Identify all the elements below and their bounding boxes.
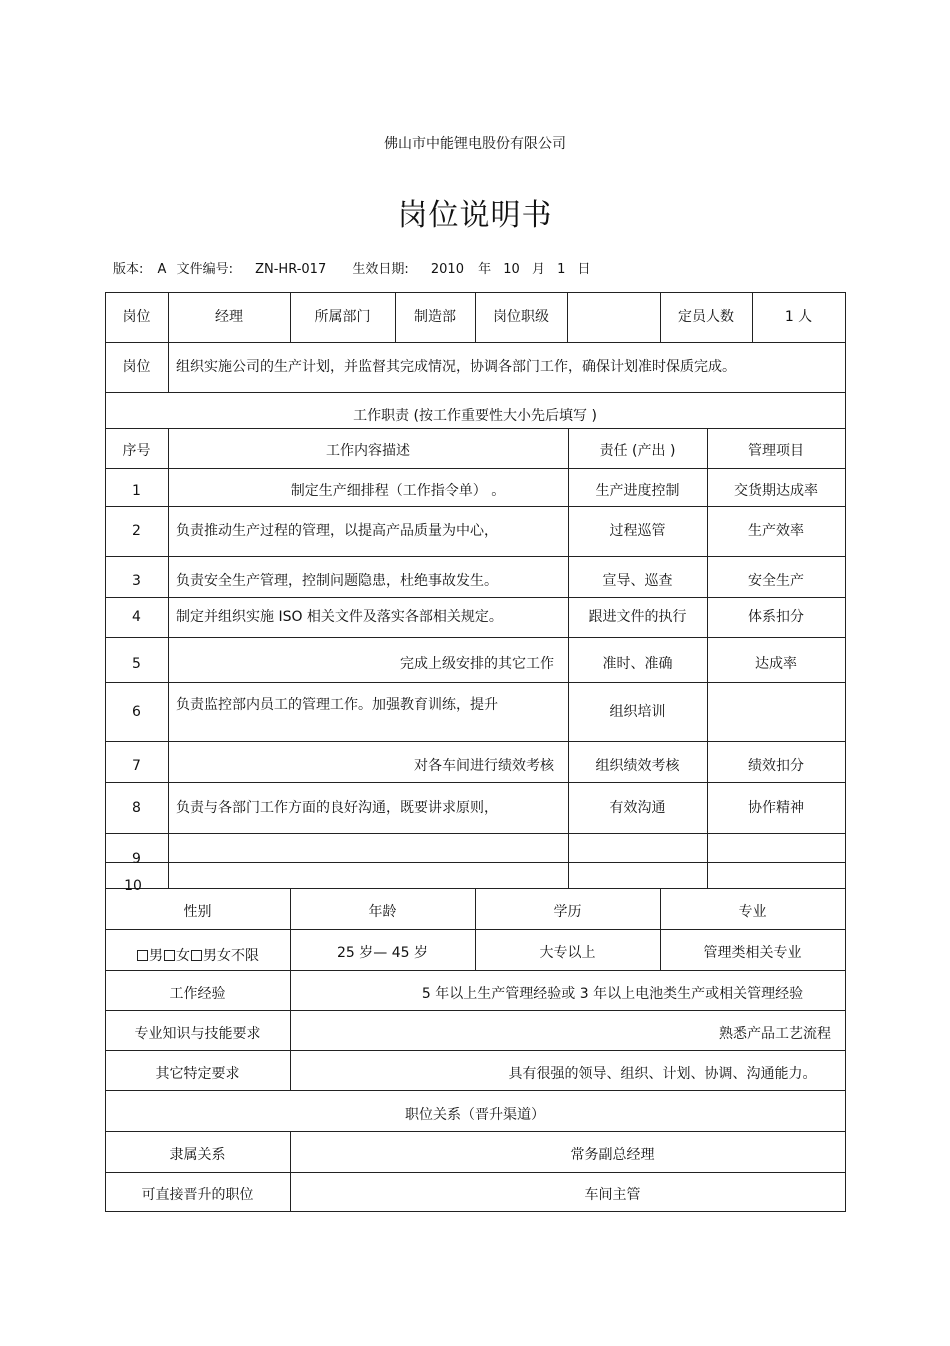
- level-label: 岗位职级: [493, 309, 549, 325]
- row-no: 4: [132, 609, 141, 625]
- table-rule: [105, 682, 846, 683]
- date-label: 生效日期:: [352, 262, 409, 277]
- row-item: 绩效扣分: [748, 758, 804, 774]
- row-output: 准时、准确: [602, 656, 673, 672]
- table-rule: [105, 506, 846, 507]
- table-rule: [105, 1211, 846, 1212]
- version-value: A: [157, 262, 167, 277]
- checkbox-icon[interactable]: [191, 950, 202, 961]
- row-desc: 负责安全生产管理，控制问题隐患，杜绝事故发生。: [176, 573, 498, 589]
- row-desc: 负责与各部门工作方面的良好沟通，既要讲求原则，: [176, 800, 498, 816]
- position-label: 岗位: [122, 309, 151, 325]
- table-rule: [105, 970, 846, 971]
- year-value: 2010: [430, 262, 464, 277]
- month-value: 10: [503, 262, 520, 277]
- row-output: 跟进文件的执行: [588, 609, 687, 625]
- table-rule: [105, 741, 846, 742]
- gender-option-label: 男女不限: [203, 948, 259, 964]
- row-item: 协作精神: [748, 800, 804, 816]
- row-no: 10: [124, 878, 142, 894]
- docno-label: 文件编号:: [176, 262, 233, 277]
- row-desc: 制定生产细排程（工作指令单） 。: [290, 483, 506, 499]
- table-rule: [105, 468, 846, 469]
- table-rule: [567, 292, 568, 343]
- career-title: 职位关系（晋升渠道）: [405, 1107, 545, 1123]
- row-desc: 完成上级安排的其它工作: [400, 656, 554, 672]
- row-output: 生产进度控制: [595, 483, 680, 499]
- col-desc: 工作内容描述: [326, 443, 410, 459]
- row-output: 组织培训: [609, 704, 666, 720]
- table-rule: [105, 1172, 846, 1173]
- experience-value: 5 年以上生产管理经验或 3 年以上电池类生产或相关管理经验: [421, 986, 804, 1002]
- summary-label: 岗位: [122, 359, 151, 375]
- table-rule: [105, 929, 846, 930]
- major-label: 专业: [738, 904, 767, 920]
- table-rule: [105, 1010, 846, 1011]
- position-value: 经理: [215, 309, 243, 325]
- row-item: 生产效率: [748, 523, 804, 539]
- company-name: 佛山市中能锂电股份有限公司: [384, 136, 566, 152]
- table-rule: [105, 1050, 846, 1051]
- gender-option-label: 男: [149, 948, 163, 964]
- report-value: 常务副总经理: [570, 1147, 655, 1163]
- row-desc: 负责监控部内员工的管理工作。加强教育训练，提升: [176, 697, 498, 713]
- row-no: 5: [132, 656, 141, 672]
- promote-label: 可直接晋升的职位: [141, 1187, 254, 1203]
- year-unit: 年: [478, 262, 492, 277]
- gender-label: 性别: [183, 904, 212, 920]
- row-no: 2: [132, 523, 141, 539]
- table-rule: [105, 428, 846, 429]
- headcount-label: 定员人数: [678, 309, 734, 325]
- edu-label: 学历: [553, 904, 582, 920]
- table-rule: [105, 392, 846, 393]
- dept-label: 所属部门: [314, 309, 371, 325]
- row-item: 安全生产: [748, 573, 804, 589]
- row-item: 达成率: [755, 656, 797, 672]
- age-label: 年龄: [368, 904, 397, 920]
- table-rule: [105, 833, 846, 834]
- edu-value: 大专以上: [539, 945, 596, 961]
- other-label: 其它特定要求: [155, 1066, 240, 1082]
- headcount-value: 1 人: [784, 309, 813, 325]
- row-item: 交货期达成率: [734, 483, 818, 499]
- checkbox-icon[interactable]: [137, 950, 148, 961]
- gender-options: [105, 947, 290, 965]
- col-output: 责任 (产出 ): [599, 443, 676, 459]
- gender-option-label: 女: [176, 948, 190, 964]
- table-rule: [105, 637, 846, 638]
- experience-label: 工作经验: [169, 986, 226, 1002]
- knowledge-label: 专业知识与技能要求: [134, 1026, 261, 1042]
- table-rule: [105, 862, 846, 863]
- summary-text: 组织实施公司的生产计划，并监督其完成情况，协调各部门工作，确保计划准时保质完成。: [176, 359, 736, 375]
- row-no: 1: [132, 483, 141, 499]
- duties-title: 工作职责 (按工作重要性大小先后填写 ): [353, 408, 597, 424]
- row-desc: 负责推动生产过程的管理，以提高产品质量为中心，: [176, 523, 498, 539]
- checkbox-icon[interactable]: [164, 950, 175, 961]
- promote-value: 车间主管: [584, 1187, 641, 1203]
- row-no: 8: [132, 800, 141, 816]
- day-value: 1: [557, 262, 566, 277]
- table-rule: [168, 342, 169, 393]
- docno-value: ZN-HR-017: [255, 262, 327, 277]
- job-description-form: [105, 292, 845, 1212]
- table-rule: [105, 1090, 846, 1091]
- other-value: 具有很强的领导、组织、计划、协调、沟通能力。: [508, 1066, 817, 1082]
- table-rule: [105, 556, 846, 557]
- row-no: 6: [132, 704, 141, 720]
- report-label: 隶属关系: [169, 1147, 226, 1163]
- table-rule: [845, 292, 846, 1212]
- row-no: 3: [132, 573, 141, 589]
- table-rule: [105, 782, 846, 783]
- month-unit: 月: [531, 262, 545, 277]
- dept-value: 制造部: [414, 309, 456, 325]
- age-value: 25 岁— 45 岁: [337, 945, 428, 961]
- day-unit: 日: [577, 262, 591, 277]
- row-desc: 对各车间进行绩效考核: [414, 758, 554, 774]
- major-value: 管理类相关专业: [703, 945, 802, 961]
- row-desc: 制定并组织实施 ISO 相关文件及落实各部相关规定。: [176, 609, 503, 625]
- row-item: 体系扣分: [748, 609, 804, 625]
- version-label: 版本:: [113, 262, 144, 277]
- table-rule: [105, 597, 846, 598]
- document-meta: [113, 258, 591, 277]
- page-title: 岗位说明书: [397, 198, 553, 233]
- col-item: 管理项目: [748, 443, 804, 459]
- knowledge-value: 熟悉产品工艺流程: [719, 1026, 831, 1042]
- row-output: 有效沟通: [609, 800, 666, 816]
- row-no: 9: [132, 851, 141, 867]
- row-no: 7: [132, 758, 141, 774]
- col-no: 序号: [122, 443, 151, 459]
- row-output: 宣导、巡查: [602, 573, 673, 589]
- row-output: 过程巡管: [609, 523, 666, 539]
- table-rule: [105, 1131, 846, 1132]
- row-output: 组织绩效考核: [595, 758, 680, 774]
